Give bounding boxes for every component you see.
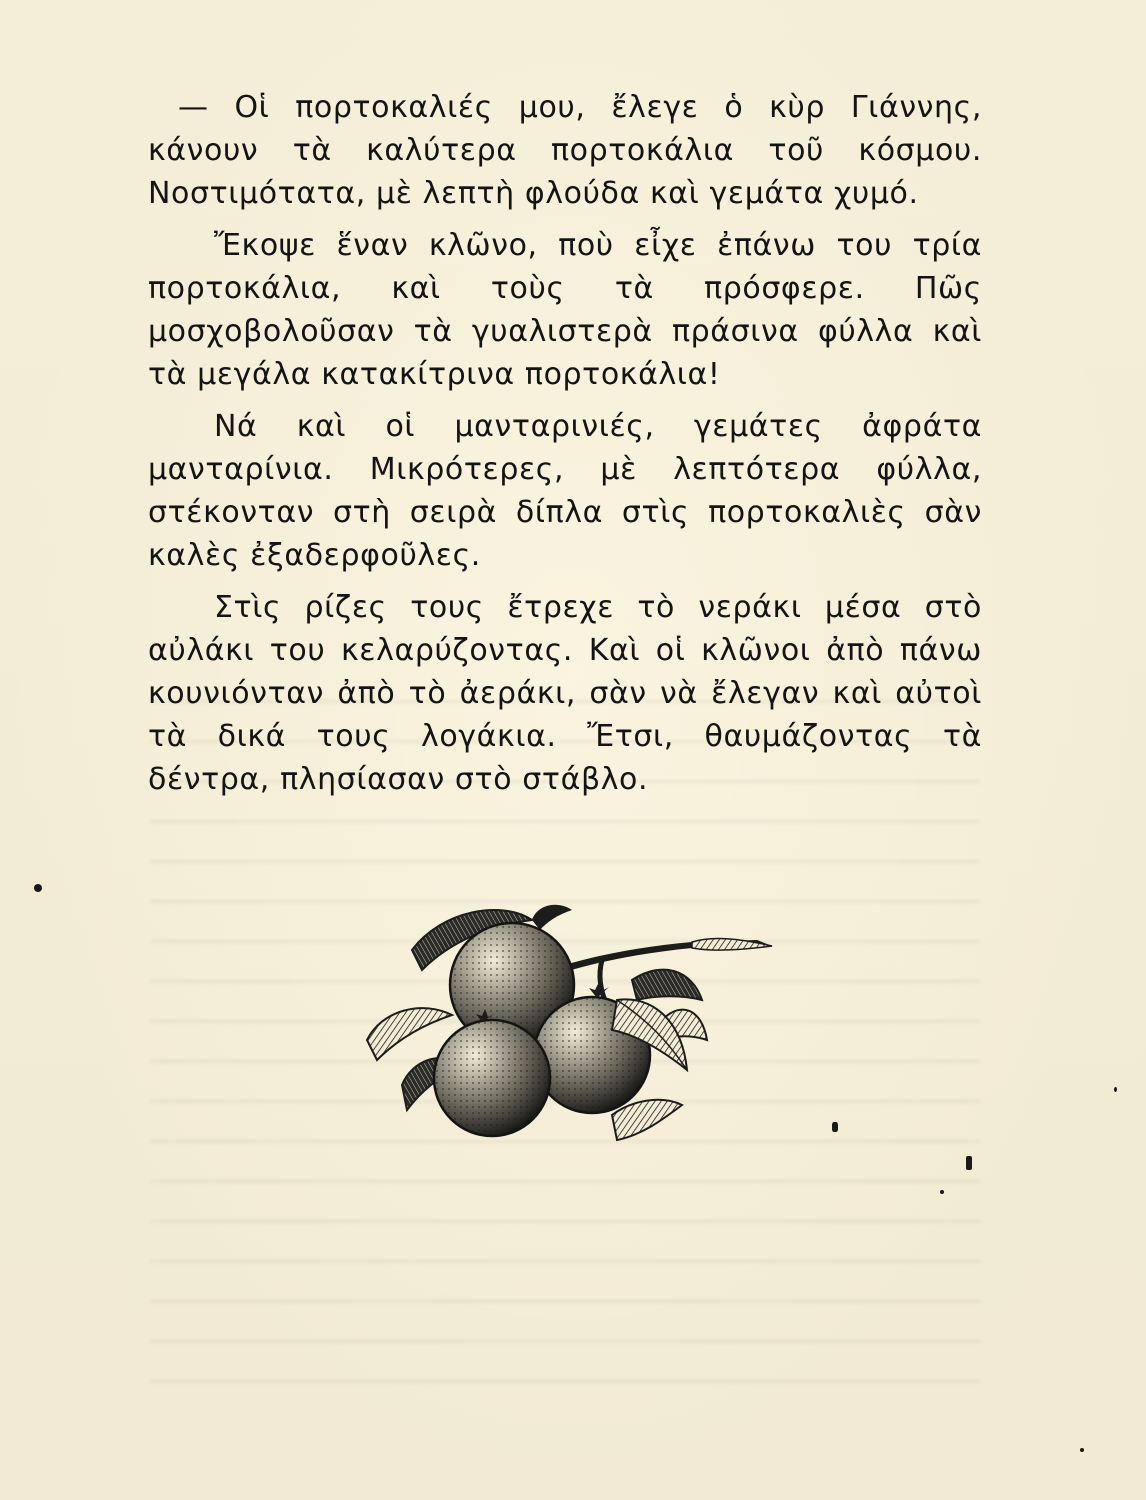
ink-speck	[966, 1156, 972, 1170]
paragraph: — Οἱ πορτοκαλιές μου, ἔλεγε ὁ κὺρ Γιάννης, κάνουν τὰ καλύτερα πορτοκάλια τοῦ κόσμου. Νοστιμότατα, μὲ λεπτὴ φλούδα καὶ γεμάτα χυμό.	[148, 90, 982, 211]
paragraph: Στὶς ρίζες τους ἔτρεχε τὸ νεράκι μέσα στὸ αὐλάκι του κελαρύζοντας. Καὶ οἱ κλῶνοι ἀπὸ πάνω κουνιόνταν ἀπὸ τὸ ἀεράκι, σὰν νὰ ἔλεγαν καὶ αὐτοὶ τὰ δικά τους λογάκια. Ἔτσι, θαυμάζοντας τὰ δέντρα, πλησίασαν στὸ στάβλο.	[148, 590, 982, 797]
ink-speck	[34, 884, 42, 892]
ink-speck	[1080, 1448, 1084, 1452]
paragraph: Ἔκοψε ἕναν κλῶνο, ποὺ εἶχε ἐπάνω του τρία πορτοκάλια, καὶ τοὺς τὰ πρόσφερε. Πῶς μοσχοβολοῦσαν τὰ γυαλιστερὰ πράσινα φύλλα καὶ τὰ μεγάλα κατακίτρινα πορτοκάλια!	[148, 228, 982, 392]
ink-speck	[1114, 1087, 1117, 1092]
paragraph: Νά καὶ οἱ μανταρινιές, γεμάτες ἀφράτα μανταρίνια. Μικρότερες, μὲ λεπτότερα φύλλα, στέκονταν στὴ σειρὰ δίπλα στὶς πορτοκαλιὲς σὰν καλὲς ἐξαδερφοῦλες.	[148, 409, 982, 573]
ink-speck	[940, 1190, 944, 1194]
ink-speck	[832, 1122, 838, 1132]
body-text	[148, 86, 982, 810]
orange-branch-illustration-icon	[362, 900, 776, 1156]
